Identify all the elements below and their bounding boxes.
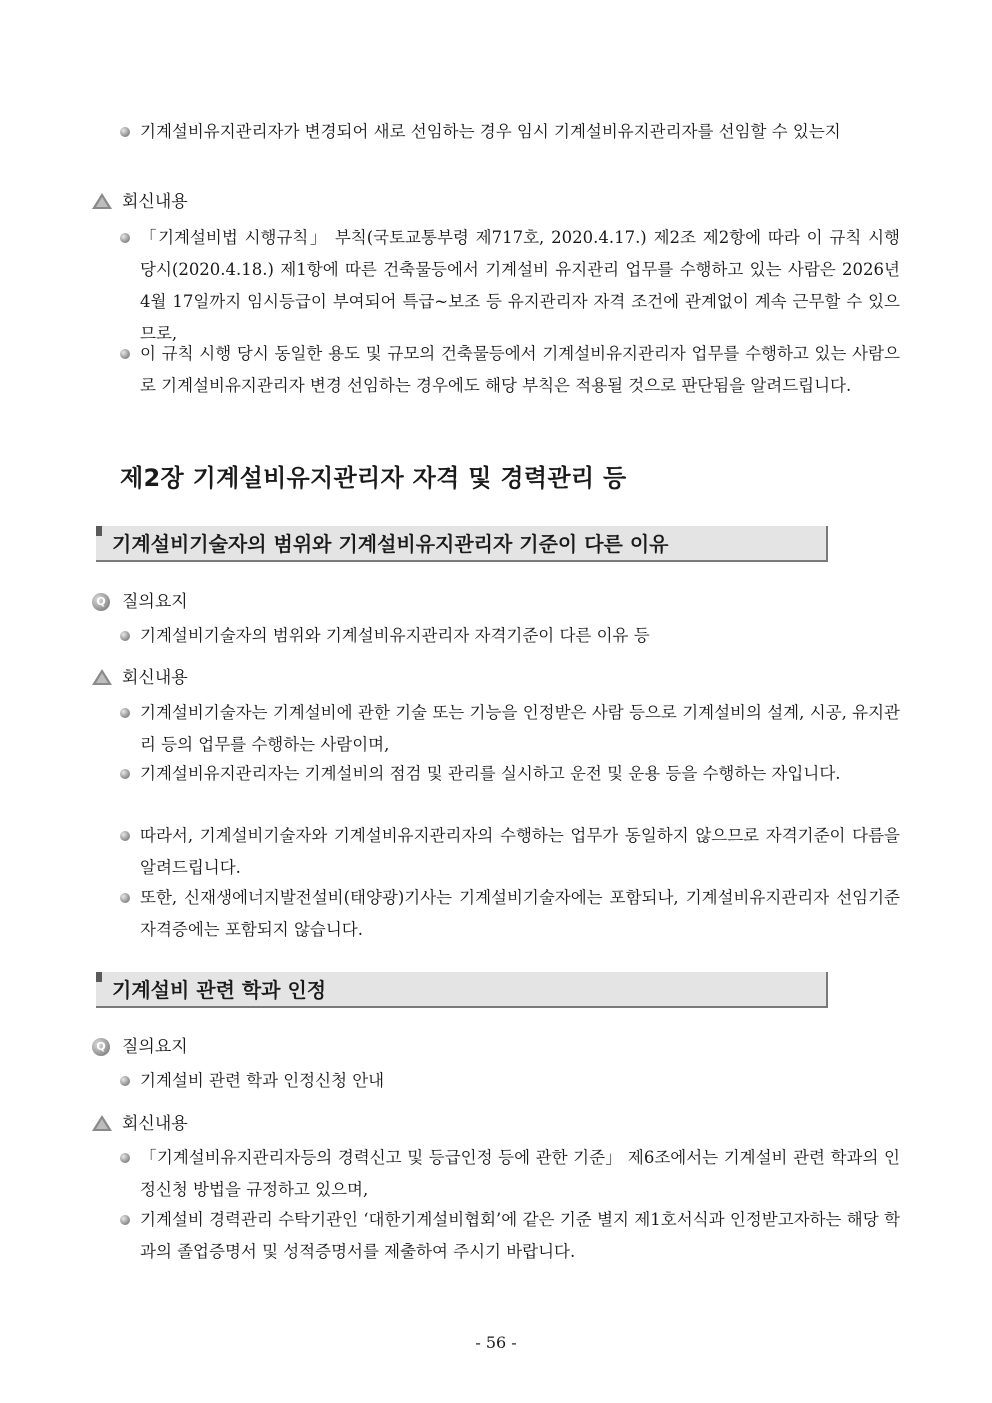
section-title: 기계설비기술자의 범위와 기계설비유지관리자 기준이 다른 이유 [112, 532, 669, 556]
bullet-icon [120, 349, 130, 359]
chapter-title: 제2장 기계설비유지관리자 자격 및 경력관리 등 [120, 464, 627, 492]
section-header [96, 526, 830, 562]
list-item-text: 기계설비 경력관리 수탁기관인 ‘대한기계설비협회’에 같은 기준 별지 제1호서식과 인정받고자하는 해당 학과의 졸업증명서 및 성적증명서를 제출하여 주시기 바랍니다. [140, 1210, 900, 1261]
question-icon: Q [92, 1038, 110, 1056]
reply-heading [92, 1110, 188, 1138]
bullet-icon [120, 1153, 130, 1163]
list-item-text: 또한, 신재생에너지발전설비(태양광)기사는 기계설비기술자에는 포함되나, 기계설비유지관리자 선임기준 자격증에는 포함되지 않습니다. [140, 888, 900, 939]
query-heading [92, 588, 188, 616]
list-item-text: 「기계설비유지관리자등의 경력신고 및 등급인정 등에 관한 기준」 제6조에서는 기계설비 관련 학과의 인정신청 방법을 규정하고 있으며, [140, 1148, 900, 1199]
reply-heading [92, 664, 188, 692]
list-item [120, 820, 900, 884]
list-item [120, 338, 900, 402]
list-item-text: 기계설비 관련 학과 인정신청 안내 [140, 1071, 385, 1090]
reply-label: 회신내용 [122, 1114, 188, 1134]
bullet-icon [120, 1215, 130, 1225]
square-icon [96, 526, 102, 536]
list-item [120, 222, 900, 350]
page-number: - 56 - [475, 1333, 517, 1352]
square-icon [96, 972, 102, 982]
list-item-text: 이 규칙 시행 당시 동일한 용도 및 규모의 건축물등에서 기계설비유지관리자 업무를 수행하고 있는 사람으로 기계설비유지관리자 변경 선임하는 경우에도 해당 부칙은 적용될 것으로 판단됨을 알려드립니다. [140, 344, 900, 395]
list-item [120, 882, 900, 946]
bullet-icon [120, 127, 130, 137]
list-item [120, 620, 900, 652]
list-item [120, 1204, 900, 1268]
list-item [120, 1065, 900, 1097]
bullet-icon [120, 769, 130, 779]
list-item-text: 기계설비기술자의 범위와 기계설비유지관리자 자격기준이 다른 이유 등 [140, 626, 650, 645]
bullet-icon [120, 1076, 130, 1086]
query-heading [92, 1033, 188, 1061]
bullet-icon [120, 708, 130, 718]
list-item-text: 기계설비유지관리자는 기계설비의 점검 및 관리를 실시하고 운전 및 운용 등을 수행하는 자입니다. [140, 764, 841, 783]
reply-label: 회신내용 [122, 192, 188, 212]
list-item [120, 697, 900, 761]
section-title: 기계설비 관련 학과 인정 [112, 978, 327, 1002]
list-item-text: 기계설비기술자는 기계설비에 관한 기술 또는 기능을 인정받은 사람 등으로 기계설비의 설계, 시공, 유지관리 등의 업무를 수행하는 사람이며, [140, 703, 900, 754]
list-item-text: 따라서, 기계설비기술자와 기계설비유지관리자의 수행하는 업무가 동일하지 않으므로 자격기준이 다름을 알려드립니다. [140, 826, 900, 877]
list-item-text: 「기계설비법 시행규칙」 부칙(국토교통부령 제717호, 2020.4.17.) 제2조 제2항에 따라 이 규칙 시행 당시(2020.4.18.) 제1항에 따른 건축물등에서 기계설비 유지관리 업무를 수행하고 있는 사람은 2026년 4월 17일까지 임시등급이 부여되어 특급~보조 등 유지관리자 자격 조건에 관계없이 계속 근무할 수 있으므로, [140, 228, 900, 343]
bullet-icon [120, 233, 130, 243]
bullet-icon [120, 893, 130, 903]
section-header [96, 972, 830, 1008]
query-label: 질의요지 [122, 1037, 188, 1057]
reply-heading [92, 188, 188, 216]
question-icon: Q [92, 593, 110, 611]
list-item [120, 116, 900, 148]
list-item-text: 기계설비유지관리자가 변경되어 새로 선임하는 경우 임시 기계설비유지관리자를 선임할 수 있는지 [140, 122, 841, 141]
triangle-icon [92, 669, 112, 685]
triangle-icon [92, 1115, 112, 1131]
reply-label: 회신내용 [122, 668, 188, 688]
triangle-icon [92, 193, 112, 209]
bullet-icon [120, 831, 130, 841]
query-label: 질의요지 [122, 592, 188, 612]
list-item [120, 758, 900, 790]
list-item [120, 1142, 900, 1206]
bullet-icon [120, 631, 130, 641]
